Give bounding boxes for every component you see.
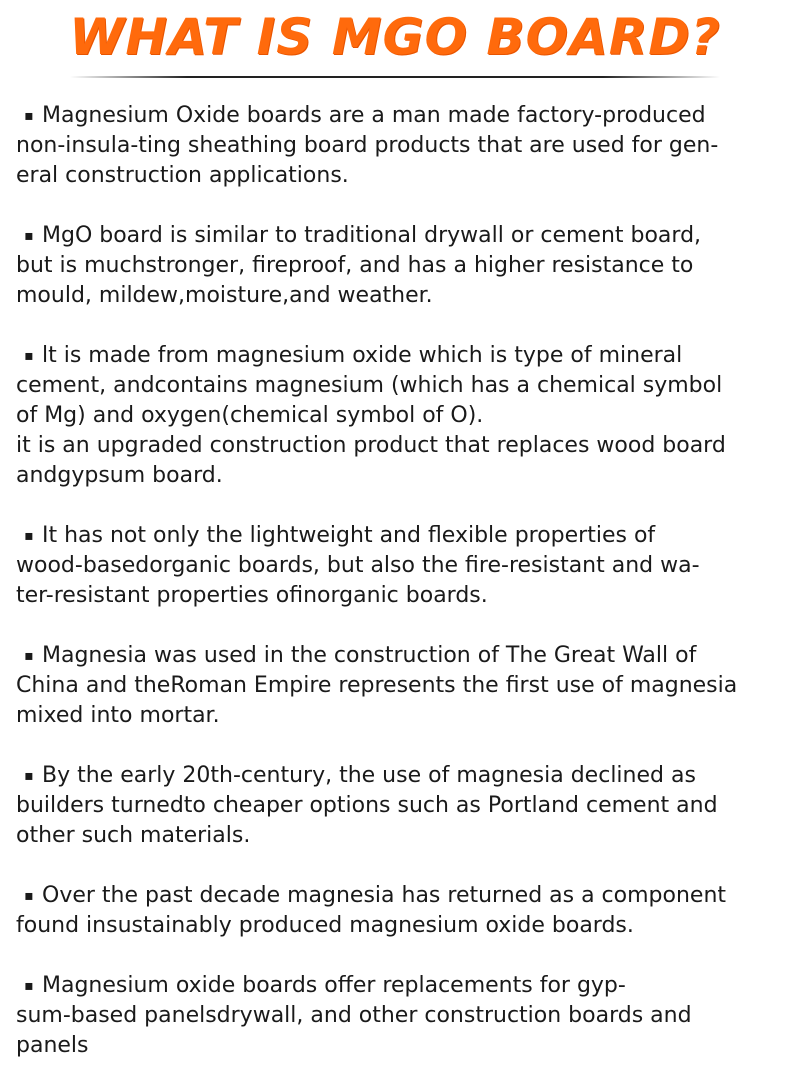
paragraph [16, 101, 786, 191]
paragraph-line: andgypsum board. [16, 463, 223, 488]
paragraph-line: China and theRoman Empire represents the first use of magnesia [16, 673, 738, 698]
bullet-icon: ▪ [24, 768, 34, 784]
paragraph-line: but is muchstronger, fireproof, and has a higher resistance to [16, 253, 694, 278]
paragraph-text: It has not only the lightweight and flexible properties of [42, 523, 656, 548]
paragraph-line: mould, mildew,moisture,and weather. [16, 283, 433, 308]
paragraph [16, 521, 786, 611]
page-title: WHAT IS MGO BOARD? [69, 8, 721, 66]
bullet-icon: ▪ [24, 108, 34, 124]
paragraph-line: mixed into mortar. [16, 703, 220, 728]
bullet-icon: ▪ [24, 348, 34, 364]
paragraph-text: Magnesium oxide boards offer replacements for gyp- [42, 973, 626, 998]
paragraph-text: MgO board is similar to traditional drywall or cement board, [42, 223, 702, 248]
paragraph-line [16, 221, 786, 251]
paragraph-line: other such materials. [16, 823, 251, 848]
paragraph [16, 641, 786, 731]
paragraph-line: non-insula-ting sheathing board products that are used for gen- [16, 133, 719, 158]
bullet-icon: ▪ [24, 978, 34, 994]
paragraph [16, 221, 786, 311]
paragraph-line [16, 881, 786, 911]
bullet-icon: ▪ [24, 528, 34, 544]
paragraph-line: of Mg) and oxygen(chemical symbol of O). [16, 403, 484, 428]
bullet-icon: ▪ [24, 228, 34, 244]
paragraph-text: lt is made from magnesium oxide which is type of mineral [42, 343, 683, 368]
paragraph [16, 971, 786, 1061]
paragraph-line: ter-resistant properties ofinorganic boards. [16, 583, 488, 608]
paragraph-line: cement, andcontains magnesium (which has a chemical symbol [16, 373, 723, 398]
paragraph-text: Magnesia was used in the construction of The Great Wall of [42, 643, 697, 668]
paragraph-line: sum-based panelsdrywall, and other construction boards and [16, 1003, 692, 1028]
paragraph [16, 341, 786, 491]
paragraph [16, 761, 786, 851]
paragraph-text: Magnesium Oxide boards are a man made factory-produced [42, 103, 706, 128]
paragraph-text: By the early 20th-century, the use of magnesia declined as [42, 763, 696, 788]
paragraph-line [16, 641, 786, 671]
paragraph-line [16, 971, 786, 1001]
page-header [0, 0, 790, 80]
paragraph-text: Over the past decade magnesia has returned as a component [42, 883, 727, 908]
paragraph-line [16, 521, 786, 551]
paragraph-line [16, 101, 786, 131]
paragraph [16, 881, 786, 941]
paragraph-line: it is an upgraded construction product that replaces wood board [16, 433, 726, 458]
paragraph-line [16, 341, 786, 371]
paragraph-line: found insustainably produced magnesium oxide boards. [16, 913, 634, 938]
paragraph-line [16, 761, 786, 791]
content-body [16, 101, 786, 1091]
paragraph-line: builders turnedto cheaper options such as Portland cement and [16, 793, 718, 818]
paragraph-line: panels [16, 1033, 89, 1058]
bullet-icon: ▪ [24, 888, 34, 904]
paragraph-line: eral construction applications. [16, 163, 349, 188]
paragraph-line: wood-basedorganic boards, but also the fire-resistant and wa- [16, 553, 700, 578]
title-underline [70, 76, 720, 78]
bullet-icon: ▪ [24, 648, 34, 664]
